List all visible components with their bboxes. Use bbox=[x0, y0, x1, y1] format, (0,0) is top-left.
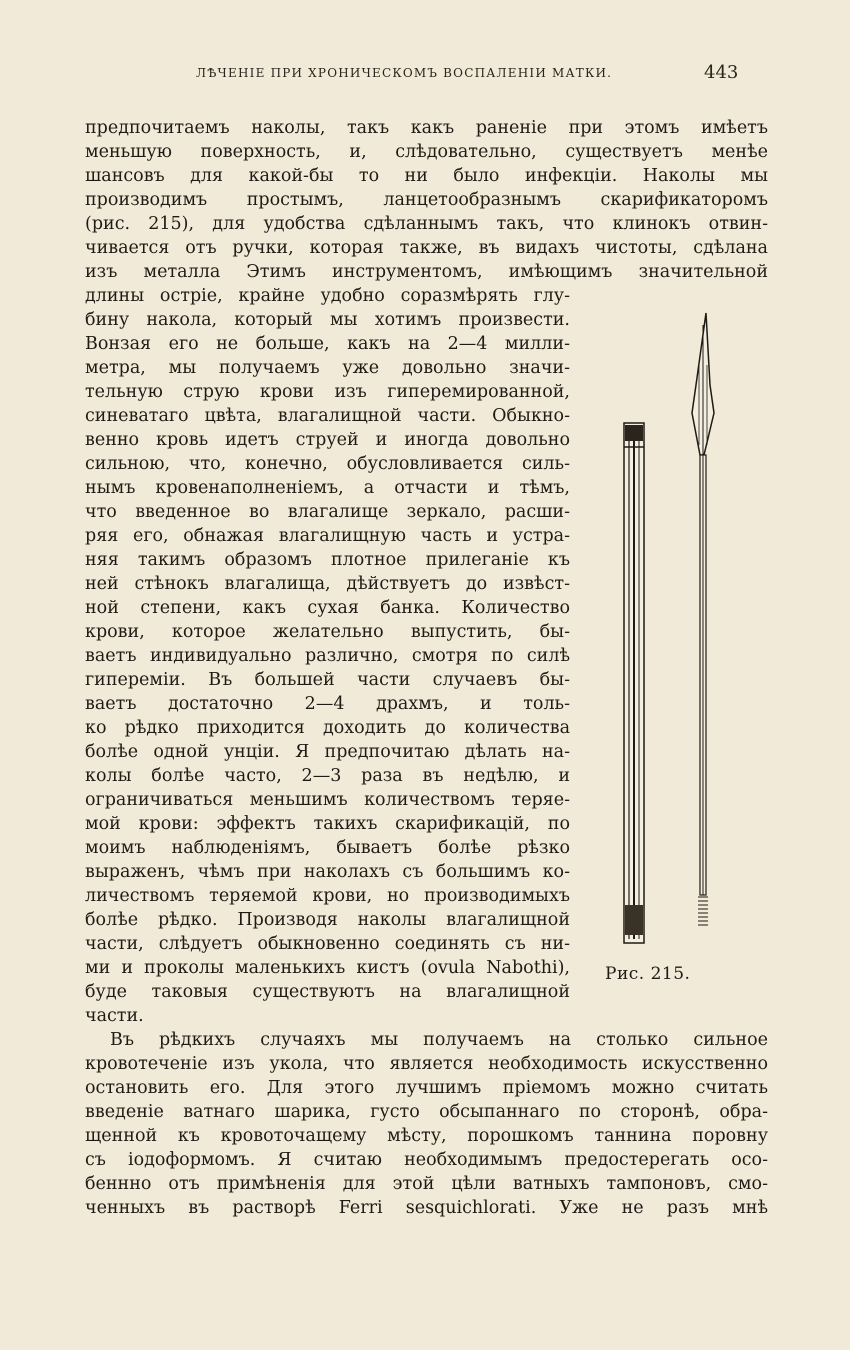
text-line: нымъ кровенаполненіемъ, а отчасти и тѣмъ, bbox=[85, 478, 570, 498]
text-line: части, слѣдуетъ обыкновенно соединять съ ни- bbox=[85, 934, 570, 954]
page-number: 443 bbox=[704, 62, 739, 83]
text-line: ограничиваться меньшимъ количествомъ теряе- bbox=[85, 790, 570, 810]
text-line: бину накола, который мы хотимъ произвести. bbox=[85, 310, 570, 330]
text-line: буде таковыя существуютъ на влагалищной bbox=[85, 982, 570, 1002]
text-line: Вонзая его не больше, какъ на 2—4 милли- bbox=[85, 334, 570, 354]
text-line: ней стѣнокъ влагалища, дѣйствуетъ до извѣст- bbox=[85, 574, 570, 594]
text-line: крови, которое желательно выпустить, бы- bbox=[85, 622, 570, 642]
text-line: (рис. 215), для удобства сдѣланнымъ такъ, что клинокъ отвин- bbox=[85, 214, 768, 234]
text-line: меньшую поверхность, и, слѣдовательно, существуетъ менѣе bbox=[85, 142, 768, 162]
text-line: синеватаго цвѣта, влагалищной части. Обыкно- bbox=[85, 406, 570, 426]
text-line: гипереміи. Въ большей части случаевъ бы- bbox=[85, 670, 570, 690]
text-line: сильною, что, конечно, обусловливается силь- bbox=[85, 454, 570, 474]
text-line: ченныхъ въ растворѣ Ferri sesquichlorati. Уже не разъ мнѣ bbox=[85, 1198, 768, 1218]
text-line: венно кровь идетъ струей и иногда довольно bbox=[85, 430, 570, 450]
text-line: съ іодоформомъ. Я считаю необходимымъ предостерегать осо- bbox=[85, 1150, 768, 1170]
text-line: мой крови: эффектъ такихъ скарификацій, по bbox=[85, 814, 570, 834]
text-line: части. bbox=[85, 1006, 144, 1026]
figure-caption: Рис. 215. bbox=[605, 964, 691, 984]
text-line: шансовъ для какой-бы то ни было инфекціи. Наколы мы bbox=[85, 166, 768, 186]
text-line: остановить его. Для этого лучшимъ пріемомъ можно считать bbox=[85, 1078, 768, 1098]
text-line: ваетъ индивидуально различно, смотря по силѣ bbox=[85, 646, 570, 666]
text-line: выраженъ, чѣмъ при наколахъ съ большимъ ко- bbox=[85, 862, 570, 882]
text-line: введеніе ватнаго шарика, густо обсыпаннаго по сторонѣ, обра- bbox=[85, 1102, 768, 1122]
text-line: беннно отъ примѣненія для этой цѣли ватныхъ тампоновъ, смо- bbox=[85, 1174, 768, 1194]
text-line: болѣе рѣдко. Производя наколы влагалищной bbox=[85, 910, 570, 930]
text-line: ряя его, обнажая влагалищную часть и устра- bbox=[85, 526, 570, 546]
text-line: ной степени, какъ сухая банка. Количество bbox=[85, 598, 570, 618]
text-line: няя такимъ образомъ плотное прилеганіе къ bbox=[85, 550, 570, 570]
text-line: ко рѣдко приходится доходить до количества bbox=[85, 718, 570, 738]
scarificator-illustration bbox=[600, 305, 760, 1005]
text-line: личествомъ теряемой крови, но производимыхъ bbox=[85, 886, 570, 906]
page-header bbox=[0, 62, 850, 88]
scarificator-icon bbox=[600, 305, 760, 965]
text-line: длины остріе, крайне удобно соразмѣрять глу- bbox=[85, 286, 570, 306]
text-line: кровотеченіе изъ укола, что является необходимость искусственно bbox=[85, 1054, 768, 1074]
text-line: метра, мы получаемъ уже довольно значи- bbox=[85, 358, 570, 378]
text-line: изъ металла Этимъ инструментомъ, имѣющимъ значительной bbox=[85, 262, 768, 282]
text-line: чивается отъ ручки, которая также, въ видахъ чистоты, сдѣлана bbox=[85, 238, 768, 258]
text-line: щенной къ кровоточащему мѣсту, порошкомъ таннина поровну bbox=[85, 1126, 768, 1146]
text-line: ваетъ достаточно 2—4 драхмъ, и толь- bbox=[85, 694, 570, 714]
text-line: что введенное во влагалище зеркало, расши- bbox=[85, 502, 570, 522]
text-line: ми и проколы маленькихъ кистъ (ovula Nabothi), bbox=[85, 958, 570, 978]
text-line: болѣе одной унціи. Я предпочитаю дѣлать на- bbox=[85, 742, 570, 762]
text-line: моимъ наблюденіямъ, бываетъ болѣе рѣзко bbox=[85, 838, 570, 858]
text-line: колы болѣе часто, 2—3 раза въ недѣлю, и bbox=[85, 766, 570, 786]
running-head: ЛѢЧЕНІЕ ПРИ ХРОНИЧЕСКОМЪ ВОСПАЛЕНІИ МАТКИ. bbox=[196, 66, 613, 80]
text-line: производимъ простымъ, ланцетообразнымъ скарификаторомъ bbox=[85, 190, 768, 210]
text-line: предпочитаемъ наколы, такъ какъ раненіе при этомъ имѣетъ bbox=[85, 118, 768, 138]
text-line: тельную струю крови изъ гиперемированной, bbox=[85, 382, 570, 402]
text-line: Въ рѣдкихъ случаяхъ мы получаемъ на столько сильное bbox=[110, 1030, 768, 1050]
